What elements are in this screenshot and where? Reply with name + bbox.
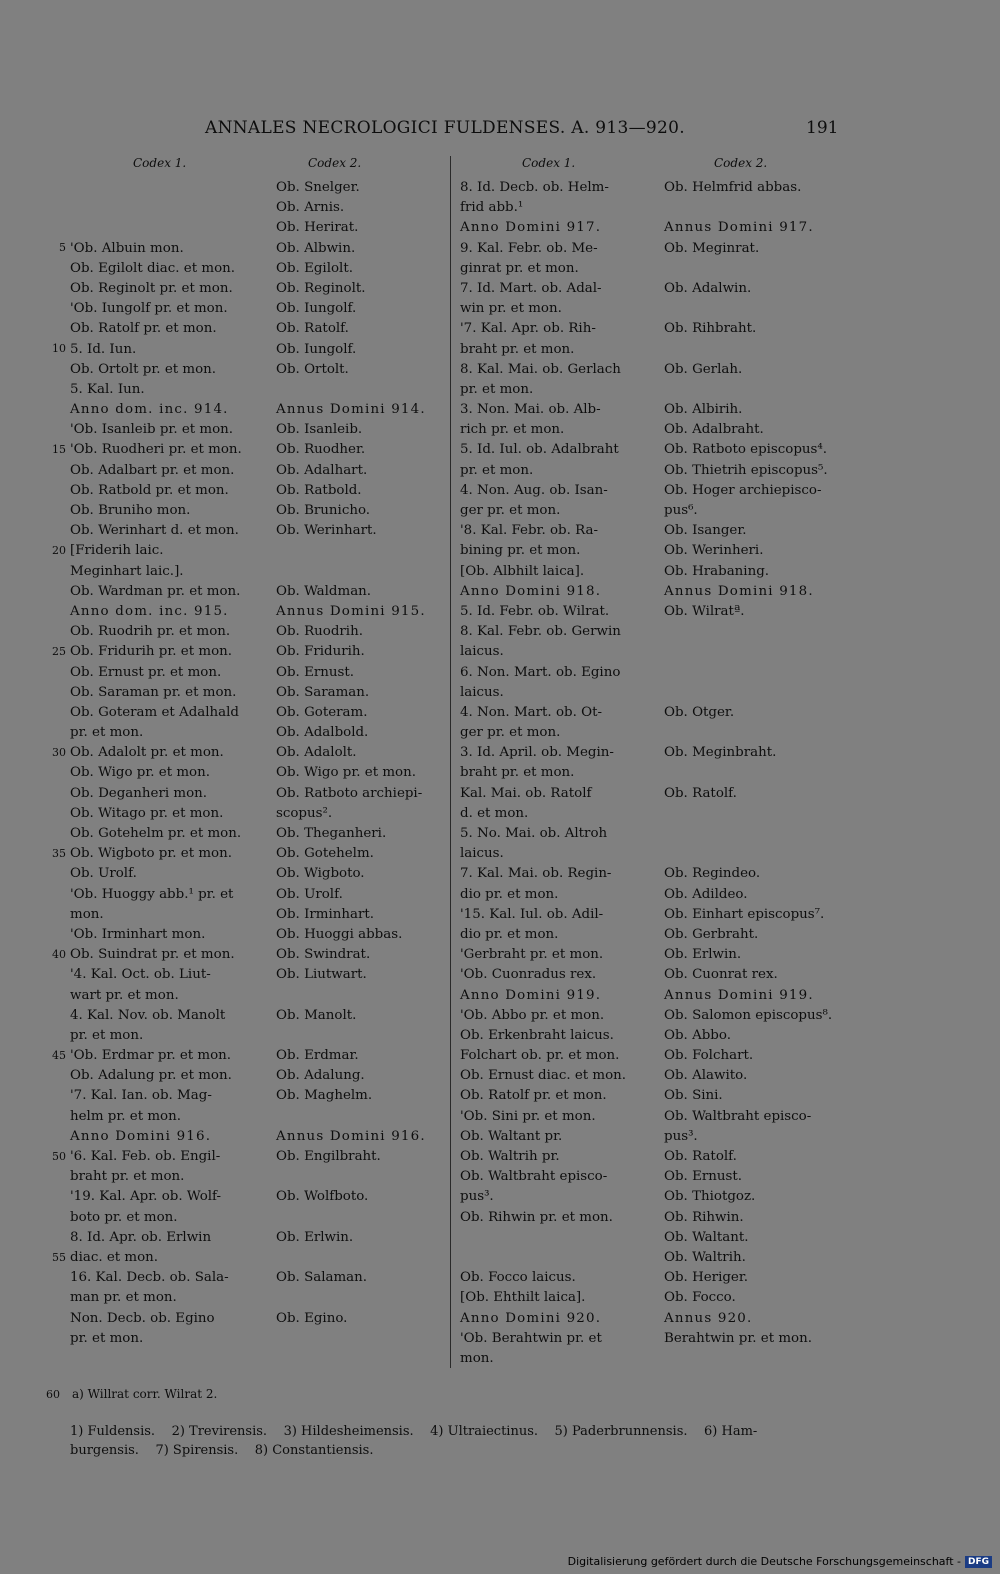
entry-line: ger pr. et mon. <box>460 503 561 518</box>
entry-line: Ob. Isanger. <box>664 523 747 539</box>
entry-line: '15. Kal. Iul. ob. Adil- <box>460 906 604 922</box>
entry-line: Meginhart laic.]. <box>70 563 184 579</box>
entry-line: Ob. Thietrih episcopus⁵. <box>664 462 828 478</box>
entry-line: 8. Id. Decb. ob. Helm- <box>460 180 609 195</box>
entry-line: Ob. Fridurih pr. et mon. <box>70 644 233 660</box>
entry-line: Ob. Waldman. <box>276 583 372 599</box>
right-codex2-column <box>664 178 844 1369</box>
entry-line: 5. No. Mai. ob. Altroh <box>460 826 608 841</box>
entry-line: Ob. Helmfrid abbas. <box>664 180 802 195</box>
entry-line <box>276 1167 446 1187</box>
entry-line <box>70 218 260 238</box>
line-number: 20 <box>52 543 66 557</box>
entry-line <box>664 299 844 319</box>
line-number: 55 <box>52 1250 66 1264</box>
entry-line <box>664 824 844 844</box>
entry-line: frid abb.¹ <box>460 200 524 216</box>
dfg-logo: DFG <box>965 1556 992 1568</box>
entry-line: Ob. Waltbraht episco- <box>460 1169 608 1185</box>
entry-line: [Friderih laic. <box>70 543 164 559</box>
entry-line <box>276 1329 446 1349</box>
entry-line: pus⁶. <box>664 503 698 518</box>
entry-line: Ob. Adalung. <box>276 1068 365 1084</box>
entry-line: Ob. Ratolf. <box>276 321 349 337</box>
entry-line <box>276 541 446 561</box>
entry-line: pr. et mon. <box>70 1027 144 1043</box>
entry-line: Annus Domini 916. <box>276 1128 426 1144</box>
entry-line: Anno Domini 916. <box>70 1128 212 1144</box>
entry-line: Ob. Gerlah. <box>664 361 743 377</box>
entry-line: Ob. Thiotgoz. <box>664 1189 756 1205</box>
entry-line: Ob. Sini. <box>664 1088 723 1104</box>
entry-line: Ob. Abbo. <box>664 1027 731 1043</box>
line-number: 50 <box>52 1149 66 1163</box>
entry-line: braht pr. et mon. <box>460 765 575 781</box>
right-codex1-column <box>460 178 650 1369</box>
entry-line: pus³. <box>460 1189 494 1205</box>
footnote-line-number: 60 <box>46 1388 60 1401</box>
entry-line: laicus. <box>460 684 504 700</box>
entry-line: Ob. Wigo pr. et mon. <box>276 765 416 781</box>
entry-line: Ob. Ratolf. <box>664 1149 737 1164</box>
entry-line: Anno Domini 917. <box>460 220 602 236</box>
entry-line: pr. et mon. <box>70 1330 144 1346</box>
entry-line: dio pr. et mon. <box>460 886 559 902</box>
entry-line: Ob. Suindrat pr. et mon. <box>70 947 235 963</box>
entry-line: Ob. Werinhart d. et mon. <box>70 523 239 539</box>
entry-line: 'Ob. Abbo pr. et mon. <box>460 1007 605 1023</box>
entry-line: mon. <box>70 906 104 922</box>
entry-line: Annus Domini 918. <box>664 583 814 599</box>
running-header <box>0 118 1000 144</box>
entry-line: Ob. Iungolf. <box>276 341 357 357</box>
line-number: 40 <box>52 947 66 961</box>
entry-line: man pr. et mon. <box>70 1290 177 1306</box>
footnote-line-2: burgensis. 7) Spirensis. 8) Constantiensis. <box>70 1443 374 1458</box>
entry-line: 6. Non. Mart. ob. Egino <box>460 664 621 680</box>
entry-line: Ob. Cuonrat rex. <box>664 967 778 983</box>
entry-line: '7. Kal. Ian. ob. Mag- <box>70 1088 212 1104</box>
left-codex1-heading: Codex 1. <box>133 156 187 170</box>
entry-line: Annus 920. <box>664 1310 753 1326</box>
entry-line: 8. Kal. Febr. ob. Gerwin <box>460 624 621 640</box>
entry-line: Ob. Ernust diac. et mon. <box>460 1068 627 1084</box>
line-number: 30 <box>52 745 66 759</box>
entry-line: boto pr. et mon. <box>70 1209 178 1225</box>
entry-line: pr. et mon. <box>70 725 144 741</box>
entry-line: Ob. Alawito. <box>664 1068 748 1084</box>
column-divider <box>450 156 451 1368</box>
entry-line: Ob. Adalbart pr. et mon. <box>70 462 235 478</box>
entry-line: Ob. Ratbold. <box>276 482 362 498</box>
entry-line: 'Ob. Albuin mon. <box>70 240 184 256</box>
entry-line: Anno dom. inc. 914. <box>70 402 229 418</box>
left-codex2-heading: Codex 2. <box>308 156 362 170</box>
entry-line: Non. Decb. ob. Egino <box>70 1310 215 1326</box>
footnote-line-1: 1) Fuldensis. 2) Trevirensis. 3) Hildesheimensis. 4) Ultraiectinus. 5) Paderbrunnensis. 6) Ham- <box>70 1424 758 1439</box>
entry-line <box>664 340 844 360</box>
entry-line: 'Ob. Erdmar pr. et mon. <box>70 1048 232 1064</box>
entry-line: ginrat pr. et mon. <box>460 260 579 276</box>
entry-line: Ob. Saraman. <box>276 684 370 700</box>
entry-line <box>70 178 260 198</box>
entry-line <box>276 380 446 400</box>
entry-line: Ob. Waltant. <box>664 1229 749 1245</box>
entry-line: Ob. Ruodher. <box>276 442 366 458</box>
entry-line: 5. Id. Iun. <box>70 341 137 357</box>
right-codex1-heading: Codex 1. <box>522 156 576 170</box>
entry-line: Ob. Wilratª. <box>664 603 745 619</box>
entry-line: Annus Domini 919. <box>664 987 814 1003</box>
entry-line: 4. Non. Aug. ob. Isan- <box>460 482 608 498</box>
entry-line <box>276 1026 446 1046</box>
entry-line: Ob. Rihwin. <box>664 1209 744 1225</box>
entry-line: 5. Id. Febr. ob. Wilrat. <box>460 603 610 619</box>
entry-line: Ob. Swindrat. <box>276 947 371 963</box>
entry-line: Ob. Egilolt. <box>276 260 353 276</box>
entry-line <box>664 844 844 864</box>
left-codex2-column <box>276 178 446 1349</box>
entry-line: Ob. Fridurih. <box>276 644 365 660</box>
entry-line: Ob. Adalolt pr. et mon. <box>70 745 224 761</box>
entry-line: Ob. Goteram. <box>276 704 368 720</box>
entry-line: pr. et mon. <box>460 381 534 397</box>
entry-line: Ob. Salaman. <box>276 1270 368 1286</box>
entry-line: Ob. Einhart episcopus⁷. <box>664 906 825 922</box>
entry-line: 'Ob. Ruodheri pr. et mon. <box>70 442 242 458</box>
entry-line: Ob. Adalbold. <box>276 725 369 741</box>
entry-line <box>664 663 844 683</box>
entry-line: Ob. Waltrih pr. <box>460 1149 560 1164</box>
entry-line: Ob. Maghelm. <box>276 1088 373 1104</box>
entry-line: Ob. Ratbold pr. et mon. <box>70 482 229 498</box>
entry-line: win pr. et mon. <box>460 301 562 317</box>
entry-line: Ob. Albwin. <box>276 240 356 256</box>
entry-line: Kal. Mai. ob. Ratolf <box>460 785 592 801</box>
entry-line <box>460 1228 650 1248</box>
entry-line: Ob. Reginolt pr. et mon. <box>70 280 233 296</box>
entry-line: Ob. Ernust pr. et mon. <box>70 664 222 680</box>
entry-line <box>664 642 844 662</box>
entry-line: Ob. Bruniho mon. <box>70 503 191 518</box>
entry-line <box>276 1107 446 1127</box>
entry-line: Ob. Salomon episcopus⁸. <box>664 1007 833 1023</box>
entry-line: Ob. Isanleib. <box>276 422 363 438</box>
entry-line: wart pr. et mon. <box>70 987 179 1003</box>
entry-line: 5. Kal. Iun. <box>70 381 145 397</box>
entry-line: bining pr. et mon. <box>460 543 581 559</box>
entry-line <box>664 1349 844 1369</box>
entry-line <box>70 198 260 218</box>
entry-line: ger pr. et mon. <box>460 725 561 741</box>
entry-line <box>276 1208 446 1228</box>
entry-line: pr. et mon. <box>460 462 534 478</box>
entry-line: 'Ob. Sini pr. et mon. <box>460 1108 596 1124</box>
left-codex1-column <box>70 178 260 1349</box>
entry-line: Ob. Heriger. <box>664 1270 749 1286</box>
entry-line: Ob. Rihwin pr. et mon. <box>460 1209 613 1225</box>
critical-note: a) Willrat corr. Wilrat 2. <box>72 1387 218 1401</box>
line-number: 25 <box>52 644 66 658</box>
entry-line: Ob. Engilbraht. <box>276 1149 381 1164</box>
entry-line: Ob. Witago pr. et mon. <box>70 805 224 821</box>
entry-line: d. et mon. <box>460 805 529 821</box>
entry-line: 'Ob. Iungolf pr. et mon. <box>70 301 228 317</box>
entry-line: Ob. Brunicho. <box>276 503 371 518</box>
entry-line: Ob. Wigboto. <box>276 866 365 882</box>
entry-line: Ob. Regindeo. <box>664 866 761 882</box>
entry-line: '7. Kal. Apr. ob. Rih- <box>460 321 596 337</box>
entry-line: mon. <box>460 1350 494 1366</box>
entry-line <box>276 1248 446 1268</box>
entry-line: Ob. Snelger. <box>276 180 360 195</box>
entry-line: Ob. Waltbraht episco- <box>664 1108 812 1124</box>
entry-line: dio pr. et mon. <box>460 926 559 942</box>
entry-line: Ob. Ruodrih pr. et mon. <box>70 624 231 640</box>
entry-line: Ob. Reginolt. <box>276 280 366 296</box>
entry-line: Ob. Egilolt diac. et mon. <box>70 260 236 276</box>
page-number: 191 <box>806 118 839 138</box>
entry-line: Ob. Ruodrih. <box>276 624 363 640</box>
entry-line: Ob. Arnis. <box>276 200 345 216</box>
entry-line: Ob. Egino. <box>276 1310 348 1326</box>
entry-line: Ob. Rihbraht. <box>664 321 757 337</box>
entry-line: Ob. Ortolt pr. et mon. <box>70 361 217 377</box>
entry-line: laicus. <box>460 846 504 862</box>
entry-line: Ob. Hrabaning. <box>664 563 770 579</box>
entry-line: Ob. Wigo pr. et mon. <box>70 765 210 781</box>
line-number: 35 <box>52 846 66 860</box>
entry-line: Ob. Waltrih. <box>664 1249 746 1265</box>
entry-line <box>664 198 844 218</box>
entry-line: Berahtwin pr. et mon. <box>664 1330 812 1346</box>
entry-line: Anno dom. inc. 915. <box>70 603 229 619</box>
entry-line: Ob. Manolt. <box>276 1007 357 1023</box>
entry-line: Ob. Urolf. <box>70 866 137 882</box>
entry-line: Ob. Urolf. <box>276 886 343 902</box>
page-title: ANNALES NECROLOGICI FULDENSES. A. 913—920. <box>205 118 685 138</box>
entry-line: Ob. Liutwart. <box>276 967 367 983</box>
entry-line <box>276 986 446 1006</box>
digitization-footer <box>568 1555 992 1568</box>
entry-line: Anno Domini 920. <box>460 1310 602 1326</box>
entry-line: 8. Kal. Mai. ob. Gerlach <box>460 361 621 377</box>
entry-line: Ob. Irminhart. <box>276 906 375 922</box>
entry-line: diac. et mon. <box>70 1249 159 1265</box>
entry-line <box>664 380 844 400</box>
entry-line: Ob. Erkenbraht laicus. <box>460 1027 614 1043</box>
entry-line: Ob. Ratboto archiepi- <box>276 785 423 801</box>
entry-line: Ob. Albirih. <box>664 402 743 418</box>
entry-line: scopus². <box>276 805 333 821</box>
entry-line: Ob. Focco laicus. <box>460 1270 576 1286</box>
entry-line: 'Ob. Irminhart mon. <box>70 926 206 942</box>
entry-line: [Ob. Ehthilt laica]. <box>460 1290 586 1306</box>
entry-line: Ob. Erlwin. <box>276 1229 354 1245</box>
entry-line: Ob. Ernust. <box>664 1169 742 1185</box>
entry-line: 3. Id. April. ob. Megin- <box>460 745 614 761</box>
entry-line: 'Gerbraht pr. et mon. <box>460 947 604 963</box>
entry-line <box>276 562 446 582</box>
entry-line: 7. Kal. Mai. ob. Regin- <box>460 866 612 882</box>
entry-line: 'Ob. Cuonradus rex. <box>460 967 597 983</box>
entry-line <box>276 1288 446 1308</box>
entry-line: Ob. Saraman pr. et mon. <box>70 684 237 700</box>
entry-line: Ob. Waltant pr. <box>460 1128 563 1144</box>
entry-line: '19. Kal. Apr. ob. Wolf- <box>70 1189 222 1205</box>
entry-line: [Ob. Albhilt laica]. <box>460 563 585 579</box>
right-codex2-heading: Codex 2. <box>714 156 768 170</box>
entry-line: Ob. Theganheri. <box>276 826 387 841</box>
entry-line: 5. Id. Iul. ob. Adalbraht <box>460 442 619 458</box>
entry-line: pus³. <box>664 1128 698 1144</box>
entry-line: Anno Domini 919. <box>460 987 602 1003</box>
entry-line: 16. Kal. Decb. ob. Sala- <box>70 1270 229 1286</box>
entry-line: Ob. Ratolf. <box>664 785 737 801</box>
footer-text: Digitalisierung gefördert durch die Deutsche Forschungsgemeinschaft - <box>567 1555 961 1568</box>
entry-line: 9. Kal. Febr. ob. Me- <box>460 240 598 256</box>
entry-line: 'Ob. Isanleib pr. et mon. <box>70 422 234 438</box>
entry-line <box>664 763 844 783</box>
entry-line: Ob. Meginbraht. <box>664 745 777 761</box>
entry-line: 4. Kal. Nov. ob. Manolt <box>70 1007 226 1023</box>
entry-line: 8. Id. Apr. ob. Erlwin <box>70 1229 212 1245</box>
entry-line: Ob. Erlwin. <box>664 947 742 963</box>
entry-line: Ob. Ratolf pr. et mon. <box>460 1088 607 1104</box>
entry-line: Ob. Ratolf pr. et mon. <box>70 321 217 337</box>
entry-line: Ob. Wolfboto. <box>276 1189 369 1205</box>
entry-line: Ob. Otger. <box>664 704 735 720</box>
line-number: 45 <box>52 1048 66 1062</box>
entry-line: Annus Domini 914. <box>276 402 426 418</box>
entry-line: '6. Kal. Feb. ob. Engil- <box>70 1149 221 1164</box>
entry-line: Ob. Adalwin. <box>664 280 752 296</box>
entry-line: Ob. Werinheri. <box>664 543 764 559</box>
entry-line: Folchart ob. pr. et mon. <box>460 1048 620 1064</box>
entry-line: Ob. Meginrat. <box>664 240 760 256</box>
entry-line: Ob. Erdmar. <box>276 1048 359 1064</box>
entry-line: braht pr. et mon. <box>460 341 575 357</box>
entry-line: 3. Non. Mai. ob. Alb- <box>460 402 601 418</box>
entry-line: 'Ob. Berahtwin pr. et <box>460 1330 602 1346</box>
entry-line: laicus. <box>460 644 504 660</box>
line-number: 15 <box>52 442 66 456</box>
entry-line: Ob. Adalbraht. <box>664 422 764 438</box>
entry-line: '8. Kal. Febr. ob. Ra- <box>460 523 599 539</box>
entry-line: Ob. Hoger archiepisco- <box>664 482 822 498</box>
entry-line: Ob. Werinhart. <box>276 523 377 539</box>
entry-line: Ob. Gotehelm. <box>276 846 374 862</box>
entry-line: Ob. Wardman pr. et mon. <box>70 583 241 599</box>
entry-line: Ob. Folchart. <box>664 1048 754 1064</box>
entry-line: Ob. Adalung pr. et mon. <box>70 1068 232 1084</box>
entry-line: braht pr. et mon. <box>70 1169 185 1185</box>
entry-line: Ob. Ortolt. <box>276 361 349 377</box>
entry-line: Ob. Deganheri mon. <box>70 785 208 801</box>
entry-line: 4. Non. Mart. ob. Ot- <box>460 704 602 720</box>
entry-line: helm pr. et mon. <box>70 1108 182 1124</box>
line-number: 10 <box>52 341 66 355</box>
entry-line <box>460 1248 650 1268</box>
entry-line: Ob. Adalhart. <box>276 462 368 478</box>
entry-line: 7. Id. Mart. ob. Adal- <box>460 280 602 296</box>
entry-line: 'Ob. Huoggy abb.¹ pr. et <box>70 886 234 902</box>
entry-line <box>664 259 844 279</box>
entry-line: Ob. Ratboto episcopus⁴. <box>664 442 828 458</box>
entry-line <box>664 622 844 642</box>
entry-line: Ob. Gotehelm pr. et mon. <box>70 826 242 841</box>
entry-line: Ob. Iungolf. <box>276 301 357 317</box>
entry-line: Ob. Adalolt. <box>276 745 357 761</box>
entry-line: Ob. Gerbraht. <box>664 926 759 942</box>
entry-line <box>664 723 844 743</box>
entry-line: Ob. Wigboto pr. et mon. <box>70 846 232 862</box>
entry-line: rich pr. et mon. <box>460 422 565 438</box>
entry-line: Ob. Focco. <box>664 1290 736 1306</box>
entry-line: Ob. Goteram et Adalhald <box>70 704 239 720</box>
entry-line <box>664 804 844 824</box>
entry-line: Ob. Huoggi abbas. <box>276 926 403 942</box>
entry-line: Annus Domini 915. <box>276 603 426 619</box>
entry-line: '4. Kal. Oct. ob. Liut- <box>70 967 211 983</box>
entry-line: Anno Domini 918. <box>460 583 602 599</box>
entry-line <box>664 683 844 703</box>
line-number: 5 <box>59 240 66 254</box>
entry-line: Ob. Herirat. <box>276 220 359 236</box>
entry-line: Ob. Adildeo. <box>664 886 748 902</box>
entry-line: Ob. Ernust. <box>276 664 354 680</box>
entry-line: Annus Domini 917. <box>664 220 814 236</box>
